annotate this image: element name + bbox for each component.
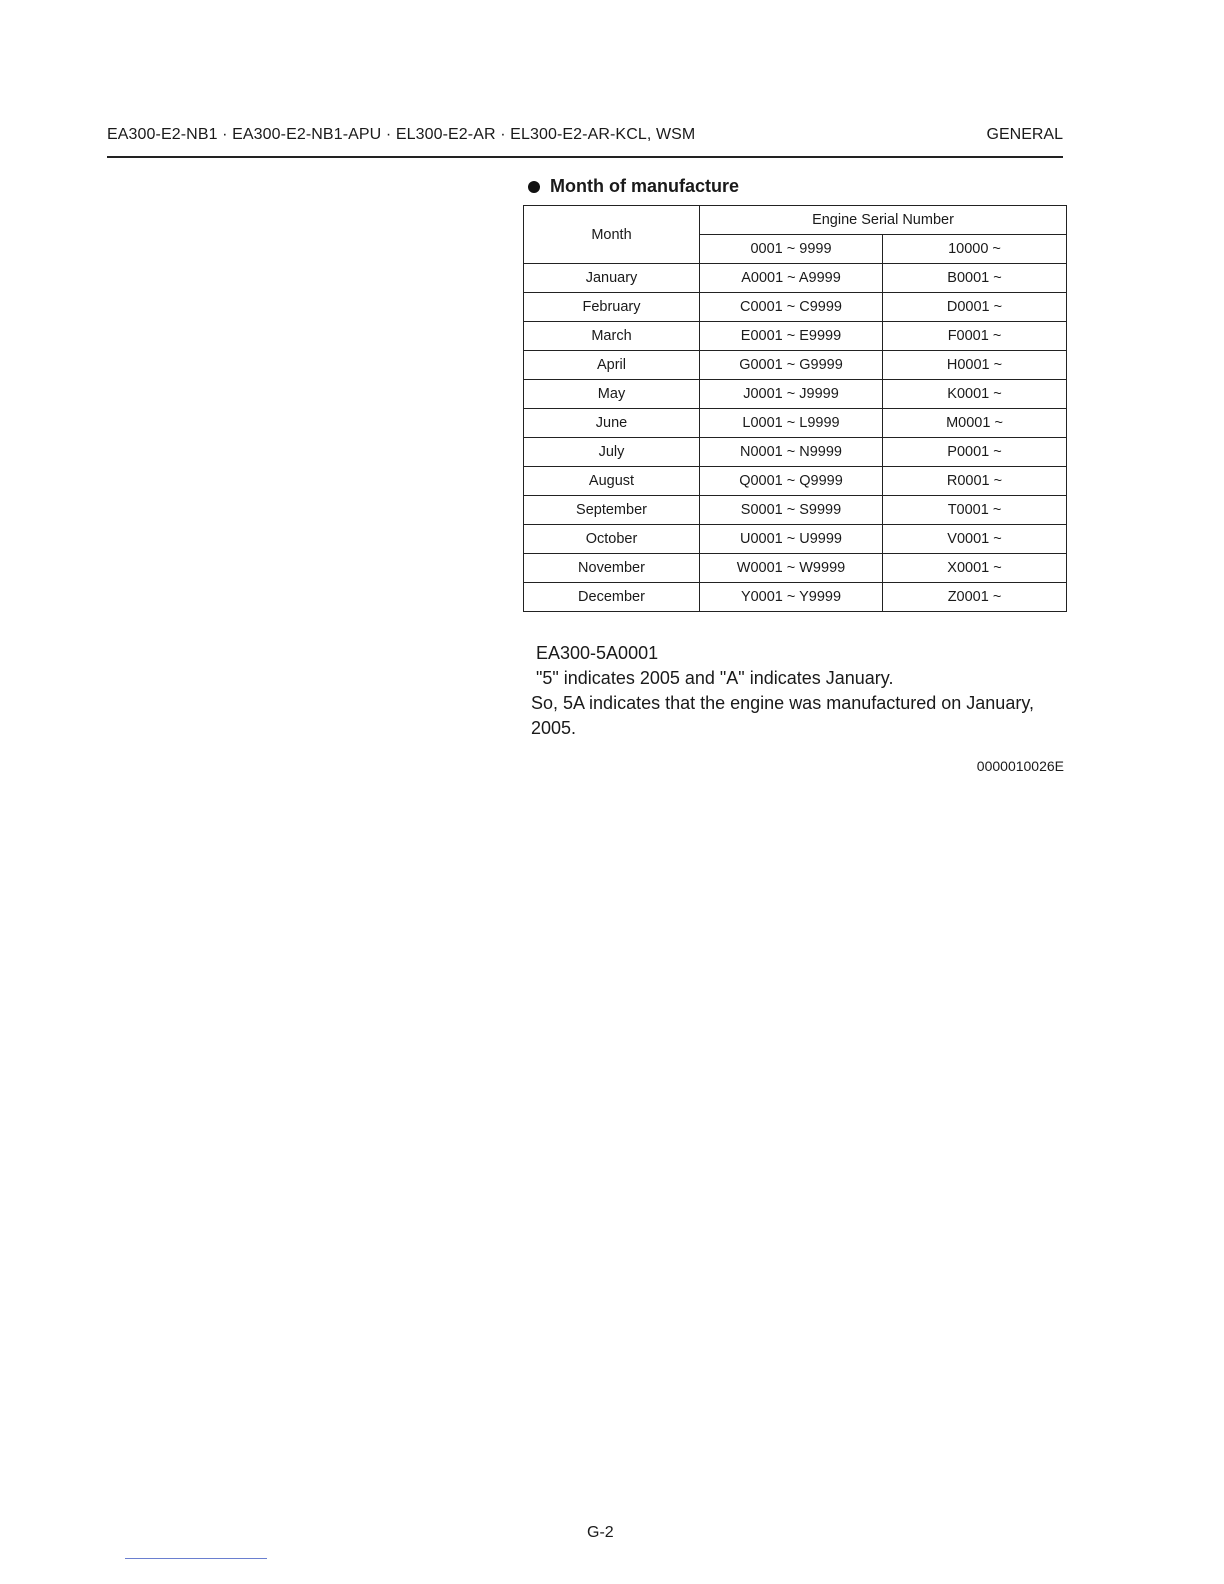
table-row xyxy=(524,525,1067,554)
table-row xyxy=(524,351,1067,380)
serial-range-cell: H0001 ~ xyxy=(883,351,1067,380)
serial-range-cell: M0001 ~ xyxy=(883,409,1067,438)
serial-range-cell: V0001 ~ xyxy=(883,525,1067,554)
serial-range-cell: P0001 ~ xyxy=(883,438,1067,467)
serial-range-cell: N0001 ~ N9999 xyxy=(700,438,883,467)
serial-range-cell: Y0001 ~ Y9999 xyxy=(700,583,883,612)
month-cell: March xyxy=(524,322,700,351)
month-cell: July xyxy=(524,438,700,467)
section-title xyxy=(528,176,739,197)
month-cell: April xyxy=(524,351,700,380)
table-row xyxy=(524,467,1067,496)
example-line-2: So, 5A indicates that the engine was manufactured on January, 2005. xyxy=(531,693,1034,738)
table-row xyxy=(524,293,1067,322)
page-number: G-2 xyxy=(587,1524,614,1541)
serial-range-cell: D0001 ~ xyxy=(883,293,1067,322)
serial-range-cell: Q0001 ~ Q9999 xyxy=(700,467,883,496)
table-row xyxy=(524,409,1067,438)
month-cell: May xyxy=(524,380,700,409)
serial-number-table xyxy=(523,205,1067,612)
footer-divider xyxy=(125,1558,267,1559)
month-cell: October xyxy=(524,525,700,554)
page-header xyxy=(107,126,1063,158)
serial-range-cell: C0001 ~ C9999 xyxy=(700,293,883,322)
table-row xyxy=(524,438,1067,467)
serial-range-cell: E0001 ~ E9999 xyxy=(700,322,883,351)
serial-range-cell: U0001 ~ U9999 xyxy=(700,525,883,554)
table-row xyxy=(524,554,1067,583)
example-serial: EA300-5A0001 xyxy=(536,643,659,663)
month-cell: February xyxy=(524,293,700,322)
serial-range-cell: T0001 ~ xyxy=(883,496,1067,525)
section-title-text: Month of manufacture xyxy=(550,176,739,196)
serial-range-cell: X0001 ~ xyxy=(883,554,1067,583)
table-row xyxy=(524,322,1067,351)
table-row xyxy=(524,583,1067,612)
serial-range-cell: R0001 ~ xyxy=(883,467,1067,496)
serial-range-cell: B0001 ~ xyxy=(883,264,1067,293)
bullet-icon xyxy=(528,181,540,193)
table-row xyxy=(524,496,1067,525)
serial-range-cell: J0001 ~ J9999 xyxy=(700,380,883,409)
table-row xyxy=(524,380,1067,409)
table-row xyxy=(524,264,1067,293)
serial-range-cell: W0001 ~ W9999 xyxy=(700,554,883,583)
serial-range-cell: S0001 ~ S9999 xyxy=(700,496,883,525)
month-cell: December xyxy=(524,583,700,612)
serial-range-cell: A0001 ~ A9999 xyxy=(700,264,883,293)
serial-range-cell: G0001 ~ G9999 xyxy=(700,351,883,380)
example-line-1: "5" indicates 2005 and "A" indicates January. xyxy=(536,668,894,688)
month-column-header: Month xyxy=(524,206,700,264)
engine-serial-number-header: Engine Serial Number xyxy=(700,206,1067,235)
month-cell: June xyxy=(524,409,700,438)
header-section: GENERAL xyxy=(986,126,1063,143)
col-a-header: 0001 ~ 9999 xyxy=(700,235,883,264)
col-b-header: 10000 ~ xyxy=(883,235,1067,264)
month-cell: September xyxy=(524,496,700,525)
serial-range-cell: F0001 ~ xyxy=(883,322,1067,351)
month-cell: November xyxy=(524,554,700,583)
header-models: EA300-E2-NB1 · EA300-E2-NB1-APU · EL300-E2-AR · EL300-E2-AR-KCL, WSM xyxy=(107,126,696,143)
month-cell: January xyxy=(524,264,700,293)
serial-range-cell: K0001 ~ xyxy=(883,380,1067,409)
document-code: 0000010026E xyxy=(976,758,1064,774)
month-cell: August xyxy=(524,467,700,496)
example-explanation xyxy=(531,641,1076,741)
serial-range-cell: Z0001 ~ xyxy=(883,583,1067,612)
serial-range-cell: L0001 ~ L9999 xyxy=(700,409,883,438)
